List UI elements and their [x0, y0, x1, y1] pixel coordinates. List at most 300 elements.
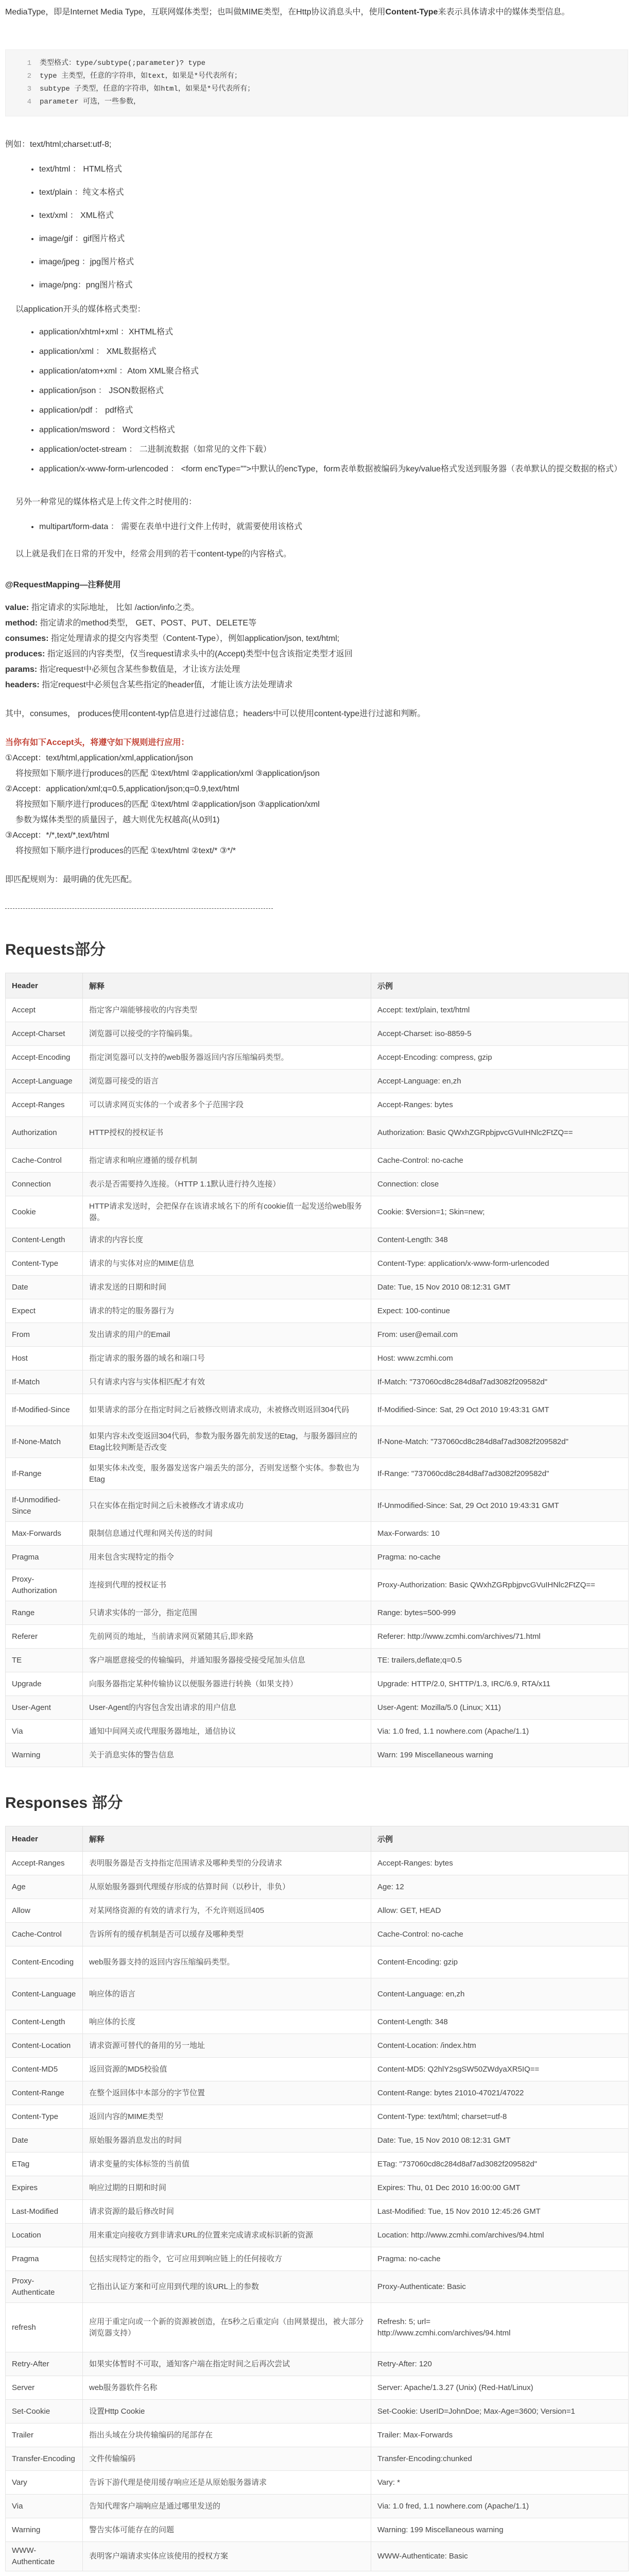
header-name-cell: TE [6, 1649, 83, 1672]
description-cell: 浏览器可以接受的字符编码集。 [83, 1022, 371, 1046]
example-cell: Date: Tue, 15 Nov 2010 08:12:31 GMT [371, 2129, 629, 2153]
request-mapping-note: 其中，consumes， produces使用content-typ信息进行过滤信息；headers中可以使用content-type进行过滤和判断。 [5, 709, 426, 718]
description-cell: 向服务器指定某种传输协议以便服务器进行转换（如果支持） [83, 1672, 371, 1696]
example-cell: Pragma: no-cache [371, 1546, 629, 1569]
table-row [6, 2495, 629, 2518]
description-cell: 表明服务器是否支持指定范围请求及哪种类型的分段请求 [83, 1852, 371, 1875]
requests-table [5, 973, 629, 1767]
table-row [6, 1276, 629, 1299]
description-cell: 返回内容的MIME类型 [83, 2105, 371, 2129]
header-name-cell: Range [6, 1601, 83, 1625]
header-name-cell: Content-MD5 [6, 2058, 83, 2081]
example-cell: Connection: close [371, 1173, 629, 1196]
description-cell: 响应过期的日期和时间 [83, 2176, 371, 2200]
table-row [6, 1696, 629, 1720]
description-cell: 告知代理客户端响应是通过哪里发送的 [83, 2495, 371, 2518]
code-line [12, 70, 621, 83]
table-row [6, 2224, 629, 2247]
example-cell: WWW-Authenticate: Basic [371, 2542, 629, 2571]
list-item: • text/xml ： XML格式 [39, 204, 628, 227]
accept-line: 将按照如下顺序进行produces的匹配 ①text/html ②application/json ③application/xml [15, 800, 320, 809]
example-cell: Age: 12 [371, 1875, 629, 1899]
example-cell: Cache-Control: no-cache [371, 1149, 629, 1173]
header-name-cell: Content-Type [6, 2105, 83, 2129]
code-line-text: type 主类型，任意的字符串，如text，如果是*号代表所有； [40, 72, 242, 80]
list-item: • application/octet-stream ： 二进制流数据（如常见的文件下载） [39, 440, 628, 460]
accept-line: 参数为媒体类型的质量因子，越大则优先权越高(从0到1) [15, 816, 220, 824]
accept-line: 将按照如下顺序进行produces的匹配 ①text/html ②text/* ③*/* [15, 846, 236, 855]
table-row [6, 1522, 629, 1546]
table-row [6, 2129, 629, 2153]
intro-keyword: Content-Type [385, 8, 438, 16]
table-row [6, 1946, 629, 1978]
header-name-cell: Pragma [6, 1546, 83, 1569]
example-cell: Accept-Charset: iso-8859-5 [371, 1022, 629, 1046]
param-key: value: [5, 603, 29, 612]
list-item: • text/plain ：纯文本格式 [39, 181, 628, 204]
header-name-cell: Via [6, 1720, 83, 1743]
example-cell: Warning: 199 Miscellaneous warning [371, 2518, 629, 2542]
example-cell: Trailer: Max-Forwards [371, 2424, 629, 2447]
example-cell: Content-Language: en,zh [371, 1978, 629, 2010]
table-row [6, 1458, 629, 1490]
description-cell: 在整个返回体中本部分的字节位置 [83, 2081, 371, 2105]
description-cell: 浏览器可接受的语言 [83, 1070, 371, 1093]
table-row [6, 2424, 629, 2447]
header-name-cell: Last-Modified [6, 2200, 83, 2224]
description-cell: web服务器支持的返回内容压缩编码类型。 [83, 1946, 371, 1978]
example-cell: Via: 1.0 fred, 1.1 nowhere.com (Apache/1.1) [371, 1720, 629, 1743]
request-mapping-params [5, 600, 628, 693]
param-desc: 指定处理请求的提交内容类型（Content-Type），例如application/json, text/html; [48, 634, 340, 643]
description-cell: 指出头域在分块传输编码的尾部存在 [83, 2424, 371, 2447]
header-name-cell: Accept-Ranges [6, 1093, 83, 1117]
description-cell: web服务器软件名称 [83, 2376, 371, 2400]
description-cell: 先前网页的地址，当前请求网页紧随其后,即来路 [83, 1625, 371, 1649]
description-cell: 用来重定向接收方到非请求URL的位置来完成请求或标识新的资源 [83, 2224, 371, 2247]
description-cell: User-Agent的内容包含发出请求的用户信息 [83, 1696, 371, 1720]
table-row [6, 1743, 629, 1767]
param-row [5, 662, 628, 677]
header-name-cell: If-Range [6, 1458, 83, 1490]
description-cell: 通知中间网关或代理服务器地址，通信协议 [83, 1720, 371, 1743]
example-cell: Content-Encoding: gzip [371, 1946, 629, 1978]
header-name-cell: Warning [6, 2518, 83, 2542]
description-cell: 发出请求的用户的Email [83, 1323, 371, 1347]
header-name-cell: Accept [6, 998, 83, 1022]
example-cell: Expect: 100-continue [371, 1299, 629, 1323]
table-row [6, 1672, 629, 1696]
table-row [6, 1875, 629, 1899]
example-cell: If-Modified-Since: Sat, 29 Oct 2010 19:43:31 GMT [371, 1394, 629, 1426]
example-cell: Allow: GET, HEAD [371, 1899, 629, 1923]
example-cell: Warn: 199 Miscellaneous warning [371, 1743, 629, 1767]
table-row [6, 1117, 629, 1149]
other-types-title: 另外一种常见的媒体格式是上传文件之时使用的： [15, 498, 197, 506]
header-name-cell: Content-Location [6, 2034, 83, 2058]
example-cell: Content-Location: /index.htm [371, 2034, 629, 2058]
header-name-cell: Max-Forwards [6, 1522, 83, 1546]
param-desc: 指定request中必须包含某些参数值是，才让该方法处理 [37, 665, 240, 674]
table-row [6, 1228, 629, 1252]
param-key: headers: [5, 681, 40, 689]
intro-text-pre: MediaType，即是Internet Media Type，互联网媒体类型；也叫做MIME类型，在Http协议消息头中，使用 [5, 8, 386, 16]
table-row [6, 1490, 629, 1522]
example-cell: Set-Cookie: UserID=JohnDoe; Max-Age=3600; Version=1 [371, 2400, 629, 2424]
description-cell: 指定浏览器可以支持的web服务器返回内容压缩编码类型。 [83, 1046, 371, 1070]
table-row [6, 2176, 629, 2200]
accept-rule-note: 即匹配规则为：最明确的优先匹配。 [5, 875, 137, 884]
header-name-cell: Content-Range [6, 2081, 83, 2105]
table-row [6, 1923, 629, 1946]
example-cell: Authorization: Basic QWxhZGRpbjpvcGVuIHNlc2FtZQ== [371, 1117, 629, 1149]
example-cell: Retry-After: 120 [371, 2352, 629, 2376]
list-item: • application/xhtml+xml ：XHTML格式 [39, 323, 628, 342]
header-name-cell: If-Match [6, 1370, 83, 1394]
description-cell: 如果实体暂时不可取，通知客户端在指定时间之后再次尝试 [83, 2352, 371, 2376]
param-key: method: [5, 619, 38, 628]
table-row [6, 2247, 629, 2271]
table-row [6, 2105, 629, 2129]
code-line-number: 1 [27, 59, 31, 67]
example-cell: Vary: * [371, 2471, 629, 2495]
description-cell: 从原始服务器到代理缓存形成的估算时间（以秒计，非负） [83, 1875, 371, 1899]
table-row [6, 2153, 629, 2176]
other-types-list [5, 515, 628, 538]
example-cell: Pragma: no-cache [371, 2247, 629, 2271]
table-row [6, 998, 629, 1022]
header-name-cell: Authorization [6, 1117, 83, 1149]
example-title: 例如：text/html;charset:utf-8; [5, 140, 112, 149]
accept-line: 将按照如下顺序进行produces的匹配 ①text/html ②application/xml ③application/json [15, 769, 320, 778]
table-row [6, 2542, 629, 2571]
header-name-cell: ETag [6, 2153, 83, 2176]
code-line-number: 3 [27, 85, 31, 93]
column-header: 示例 [371, 1826, 629, 1852]
param-key: params: [5, 665, 38, 674]
description-cell: 应用于重定向或一个新的资源被创造，在5秒之后重定向（由网景提出，被大部分浏览器支持） [83, 2303, 371, 2352]
responses-table [5, 1826, 629, 2571]
description-cell: 请求的内容长度 [83, 1228, 371, 1252]
list-item: • application/msword ： Word文档格式 [39, 420, 628, 440]
description-cell: 只有请求内容与实体相匹配才有效 [83, 1370, 371, 1394]
accept-rules [5, 751, 628, 859]
accept-line: ②Accept：application/xml;q=0.5,application/json;q=0.9,text/html [5, 785, 239, 793]
description-cell: 它指出认证方案和可应用到代理的该URL上的参数 [83, 2271, 371, 2303]
table-row [6, 1252, 629, 1276]
example-cell: Range: bytes=500-999 [371, 1601, 629, 1625]
description-cell: 响应体的长度 [83, 2010, 371, 2034]
example-cell: TE: trailers,deflate;q=0.5 [371, 1649, 629, 1672]
header-name-cell: Accept-Ranges [6, 1852, 83, 1875]
description-cell: 返回资源的MD5校验值 [83, 2058, 371, 2081]
table-row [6, 1022, 629, 1046]
header-name-cell: Server [6, 2376, 83, 2400]
header-name-cell: From [6, 1323, 83, 1347]
description-cell: 请求变量的实体标签的当前值 [83, 2153, 371, 2176]
header-name-cell: Accept-Language [6, 1070, 83, 1093]
table-row [6, 2471, 629, 2495]
column-header: 解释 [83, 1826, 371, 1852]
header-name-cell: Cache-Control [6, 1923, 83, 1946]
code-line [12, 96, 621, 109]
header-name-cell: Set-Cookie [6, 2400, 83, 2424]
description-cell: HTTP请求发送时，会把保存在该请求域名下的所有cookie值一起发送给web服务器。 [83, 1196, 371, 1228]
param-desc: 指定request中必须包含某些指定的header值，才能让该方法处理请求 [39, 681, 293, 689]
table-row [6, 2081, 629, 2105]
description-cell: 指定客户端能够接收的内容类型 [83, 998, 371, 1022]
description-cell: 告诉所有的缓存机制是否可以缓存及哪种类型 [83, 1923, 371, 1946]
header-name-cell: Proxy-Authorization [6, 1569, 83, 1601]
example-cell: If-Range: "737060cd8c284d8af7ad3082f209582d" [371, 1458, 629, 1490]
table-row [6, 1173, 629, 1196]
table-row [6, 2352, 629, 2376]
header-name-cell: Age [6, 1875, 83, 1899]
table-row [6, 2058, 629, 2081]
column-header: 解释 [83, 973, 371, 998]
description-cell: 只请求实体的一部分，指定范围 [83, 1601, 371, 1625]
param-desc: 指定请求的实际地址， 比如 /action/info之类。 [29, 603, 199, 612]
description-cell: 对某网络资源的有效的请求行为，不允许则返回405 [83, 1899, 371, 1923]
description-cell: 设置Http Cookie [83, 2400, 371, 2424]
table-row [6, 1546, 629, 1569]
description-cell: 关于消息实体的警告信息 [83, 1743, 371, 1767]
code-line-number: 2 [27, 72, 31, 80]
header-name-cell: Content-Type [6, 1252, 83, 1276]
description-cell: 表明客户端请求实体应该使用的授权方案 [83, 2542, 371, 2571]
description-cell: 告诉下游代理是使用缓存响应还是从原始服务器请求 [83, 2471, 371, 2495]
description-cell: 表示是否需要持久连接。（HTTP 1.1默认进行持久连接） [83, 1173, 371, 1196]
header-name-cell: Date [6, 1276, 83, 1299]
header-name-cell: Content-Encoding [6, 1946, 83, 1978]
header-name-cell: Retry-After [6, 2352, 83, 2376]
example-cell: Server: Apache/1.3.27 (Unix) (Red-Hat/Linux) [371, 2376, 629, 2400]
table-row [6, 1046, 629, 1070]
table-row [6, 1426, 629, 1458]
header-name-cell: Host [6, 1347, 83, 1370]
example-cell: Accept-Encoding: compress, gzip [371, 1046, 629, 1070]
header-name-cell: Expect [6, 1299, 83, 1323]
example-cell: Host: www.zcmhi.com [371, 1347, 629, 1370]
example-cell: From: user@email.com [371, 1323, 629, 1347]
example-cell: Accept-Language: en,zh [371, 1070, 629, 1093]
list-item: • application/xml ： XML数据格式 [39, 342, 628, 362]
table-row [6, 2518, 629, 2542]
table-row [6, 1569, 629, 1601]
example-cell: If-Match: "737060cd8c284d8af7ad3082f209582d" [371, 1370, 629, 1394]
example-cell: Accept-Ranges: bytes [371, 1852, 629, 1875]
example-cell: Max-Forwards: 10 [371, 1522, 629, 1546]
app-types-title: 以application开头的媒体格式类型： [15, 305, 146, 314]
header-name-cell: If-Modified-Since [6, 1394, 83, 1426]
content-type-note: 以上就是我们在日常的开发中，经常会用到的若干content-type的内容格式。 [15, 550, 292, 558]
table-row [6, 1625, 629, 1649]
table-row [6, 2034, 629, 2058]
example-cell: Proxy-Authorization: Basic QWxhZGRpbjpvcGVuIHNlc2FtZQ== [371, 1569, 629, 1601]
header-name-cell: Trailer [6, 2424, 83, 2447]
example-cell: Accept: text/plain, text/html [371, 998, 629, 1022]
list-item: • application/x-www-form-urlencoded ： <form encType="">中默认的encType，form表单数据被编码为key/value格式发送到服务器（表单默认的提交数据的格式） [39, 460, 628, 479]
code-line-text: 类型格式：type/subtype(;parameter)? type [40, 59, 206, 67]
table-row [6, 2200, 629, 2224]
header-name-cell: User-Agent [6, 1696, 83, 1720]
description-cell: 请求的特定的服务器行为 [83, 1299, 371, 1323]
article-content [5, 0, 628, 2571]
table-row [6, 1852, 629, 1875]
header-name-cell: Content-Language [6, 1978, 83, 2010]
list-item: • application/pdf ： pdf格式 [39, 401, 628, 420]
accept-rules-title: 当你有如下Accept头，将遵守如下规则进行应用： [5, 738, 189, 747]
description-cell: 限制信息通过代理和网关传送的时间 [83, 1522, 371, 1546]
table-row [6, 1978, 629, 2010]
list-item: • application/atom+xml ：Atom XML聚合格式 [39, 362, 628, 381]
param-row [5, 647, 628, 662]
example-cell: Content-Length: 348 [371, 2010, 629, 2034]
description-cell: 如果请求的部分在指定时间之后被修改则请求成功，未被修改则返回304代码 [83, 1394, 371, 1426]
description-cell: 请求资源可替代的备用的另一地址 [83, 2034, 371, 2058]
table-row [6, 1323, 629, 1347]
code-line [12, 57, 621, 70]
example-cell: Upgrade: HTTP/2.0, SHTTP/1.3, IRC/6.9, RTA/x11 [371, 1672, 629, 1696]
intro-paragraph [5, 4, 628, 21]
header-name-cell: Accept-Encoding [6, 1046, 83, 1070]
header-name-cell: Location [6, 2224, 83, 2247]
code-line [12, 83, 621, 96]
header-name-cell: Allow [6, 1899, 83, 1923]
header-name-cell: WWW-Authenticate [6, 2542, 83, 2571]
example-cell: Cache-Control: no-cache [371, 1923, 629, 1946]
header-name-cell: Content-Length [6, 1228, 83, 1252]
table-row [6, 2303, 629, 2352]
column-header: 示例 [371, 973, 629, 998]
header-name-cell: Warning [6, 1743, 83, 1767]
example-cell: Proxy-Authenticate: Basic [371, 2271, 629, 2303]
table-row [6, 2010, 629, 2034]
example-cell: User-Agent: Mozilla/5.0 (Linux; X11) [371, 1696, 629, 1720]
table-row [6, 1149, 629, 1173]
code-line-number: 4 [27, 98, 31, 106]
column-header: Header [6, 973, 83, 998]
header-name-cell: Cookie [6, 1196, 83, 1228]
description-cell: HTTP授权的授权证书 [83, 1117, 371, 1149]
description-cell: 可以请求网页实体的一个或者多个子范围字段 [83, 1093, 371, 1117]
param-row [5, 600, 628, 616]
requests-heading: Requests部分 [5, 941, 106, 958]
param-desc: 指定返回的内容类型，仅当request请求头中的(Accept)类型中包含该指定类型才返回 [45, 650, 353, 658]
code-line-text: parameter 可选，一些参数， [40, 98, 141, 106]
header-name-cell: If-None-Match [6, 1426, 83, 1458]
header-name-cell: Content-Length [6, 2010, 83, 2034]
header-name-cell: Date [6, 2129, 83, 2153]
table-row [6, 1720, 629, 1743]
description-cell: 请求的与实体对应的MIME信息 [83, 1252, 371, 1276]
list-item: • image/png：png图片格式 [39, 274, 628, 297]
header-name-cell: Connection [6, 1173, 83, 1196]
description-cell: 客户端愿意接受的传输编码，并通知服务器接受接受尾加头信息 [83, 1649, 371, 1672]
description-cell: 响应体的语言 [83, 1978, 371, 2010]
intro-text-post: 来表示具体请求中的媒体类型信息。 [438, 8, 570, 16]
table-row [6, 1347, 629, 1370]
example-cell: Via: 1.0 fred, 1.1 nowhere.com (Apache/1.1) [371, 2495, 629, 2518]
header-name-cell: Expires [6, 2176, 83, 2200]
description-cell: 连接到代理的授权证书 [83, 1569, 371, 1601]
header-name-cell: Vary [6, 2471, 83, 2495]
param-desc: 指定请求的method类型， GET、POST、PUT、DELETE等 [38, 619, 257, 628]
table-row [6, 1394, 629, 1426]
table-row [6, 2447, 629, 2471]
divider [5, 908, 273, 909]
example-cell: Accept-Ranges: bytes [371, 1093, 629, 1117]
description-cell: 指定请求的服务器的域名和端口号 [83, 1347, 371, 1370]
example-cell: ETag: "737060cd8c284d8af7ad3082f209582d" [371, 2153, 629, 2176]
code-block [5, 49, 628, 116]
table-row [6, 1196, 629, 1228]
example-cell: Date: Tue, 15 Nov 2010 08:12:31 GMT [371, 1276, 629, 1299]
header-name-cell: Cache-Control [6, 1149, 83, 1173]
header-name-cell: Pragma [6, 2247, 83, 2271]
example-cell: Content-Length: 348 [371, 1228, 629, 1252]
accept-line: ①Accept：text/html,application/xml,application/json [5, 754, 193, 762]
param-key: consumes: [5, 634, 49, 643]
description-cell: 文件传输编码 [83, 2447, 371, 2471]
table-row [6, 1649, 629, 1672]
example-cell: Content-MD5: Q2hlY2sgSW50ZWdyaXR5IQ== [371, 2058, 629, 2081]
table-row [6, 1093, 629, 1117]
list-item: • application/json ： JSON数据格式 [39, 381, 628, 401]
list-item: • image/gif ：gif图片格式 [39, 227, 628, 250]
code-line-text: subtype 子类型，任意的字符串，如html，如果是*号代表所有； [40, 85, 255, 93]
param-row [5, 677, 628, 693]
header-name-cell: Accept-Charset [6, 1022, 83, 1046]
responses-heading: Responses 部分 [5, 1794, 123, 1811]
example-cell: Expires: Thu, 01 Dec 2010 16:00:00 GMT [371, 2176, 629, 2200]
header-name-cell: Upgrade [6, 1672, 83, 1696]
example-cell: If-None-Match: "737060cd8c284d8af7ad3082f209582d" [371, 1426, 629, 1458]
accept-line: ③Accept：*/*,text/*,text/html [5, 831, 109, 840]
param-row [5, 631, 628, 647]
column-header: Header [6, 1826, 83, 1852]
request-mapping-title: @RequestMapping—注释使用 [5, 581, 121, 589]
example-cell: Cookie: $Version=1; Skin=new; [371, 1196, 629, 1228]
list-item: • multipart/form-data ： 需要在表单中进行文件上传时，就需要使用该格式 [39, 515, 628, 538]
description-cell: 请求资源的最后修改时间 [83, 2200, 371, 2224]
param-key: produces: [5, 650, 45, 658]
example-cell: Content-Range: bytes 21010-47021/47022 [371, 2081, 629, 2105]
param-row [5, 616, 628, 631]
description-cell: 请求发送的日期和时间 [83, 1276, 371, 1299]
header-name-cell: Transfer-Encoding [6, 2447, 83, 2471]
description-cell: 包括实现特定的指令，它可应用到响应链上的任何接收方 [83, 2247, 371, 2271]
table-row [6, 2376, 629, 2400]
description-cell: 如果内容未改变返回304代码，参数为服务器先前发送的Etag，与服务器回应的Etag比较判断是否改变 [83, 1426, 371, 1458]
table-row [6, 1370, 629, 1394]
header-name-cell: Proxy-Authenticate [6, 2271, 83, 2303]
example-cell: Content-Type: text/html; charset=utf-8 [371, 2105, 629, 2129]
example-cell: Refresh: 5; url= http://www.zcmhi.com/archives/94.html [371, 2303, 629, 2352]
table-row [6, 2271, 629, 2303]
example-cell: Last-Modified: Tue, 15 Nov 2010 12:45:26 GMT [371, 2200, 629, 2224]
description-cell: 如果实体未改变，服务器发送客户端丢失的部分，否则发送整个实体。参数也为Etag [83, 1458, 371, 1490]
example-cell: Content-Type: application/x-www-form-urlencoded [371, 1252, 629, 1276]
table-row [6, 1601, 629, 1625]
table-row [6, 1299, 629, 1323]
app-types-list [5, 323, 628, 479]
description-cell: 只在实体在指定时间之后未被修改才请求成功 [83, 1490, 371, 1522]
list-item: • text/html ： HTML格式 [39, 158, 628, 181]
table-row [6, 1070, 629, 1093]
description-cell: 用来包含实现特定的指令 [83, 1546, 371, 1569]
list-item: • image/jpeg ：jpg图片格式 [39, 250, 628, 274]
